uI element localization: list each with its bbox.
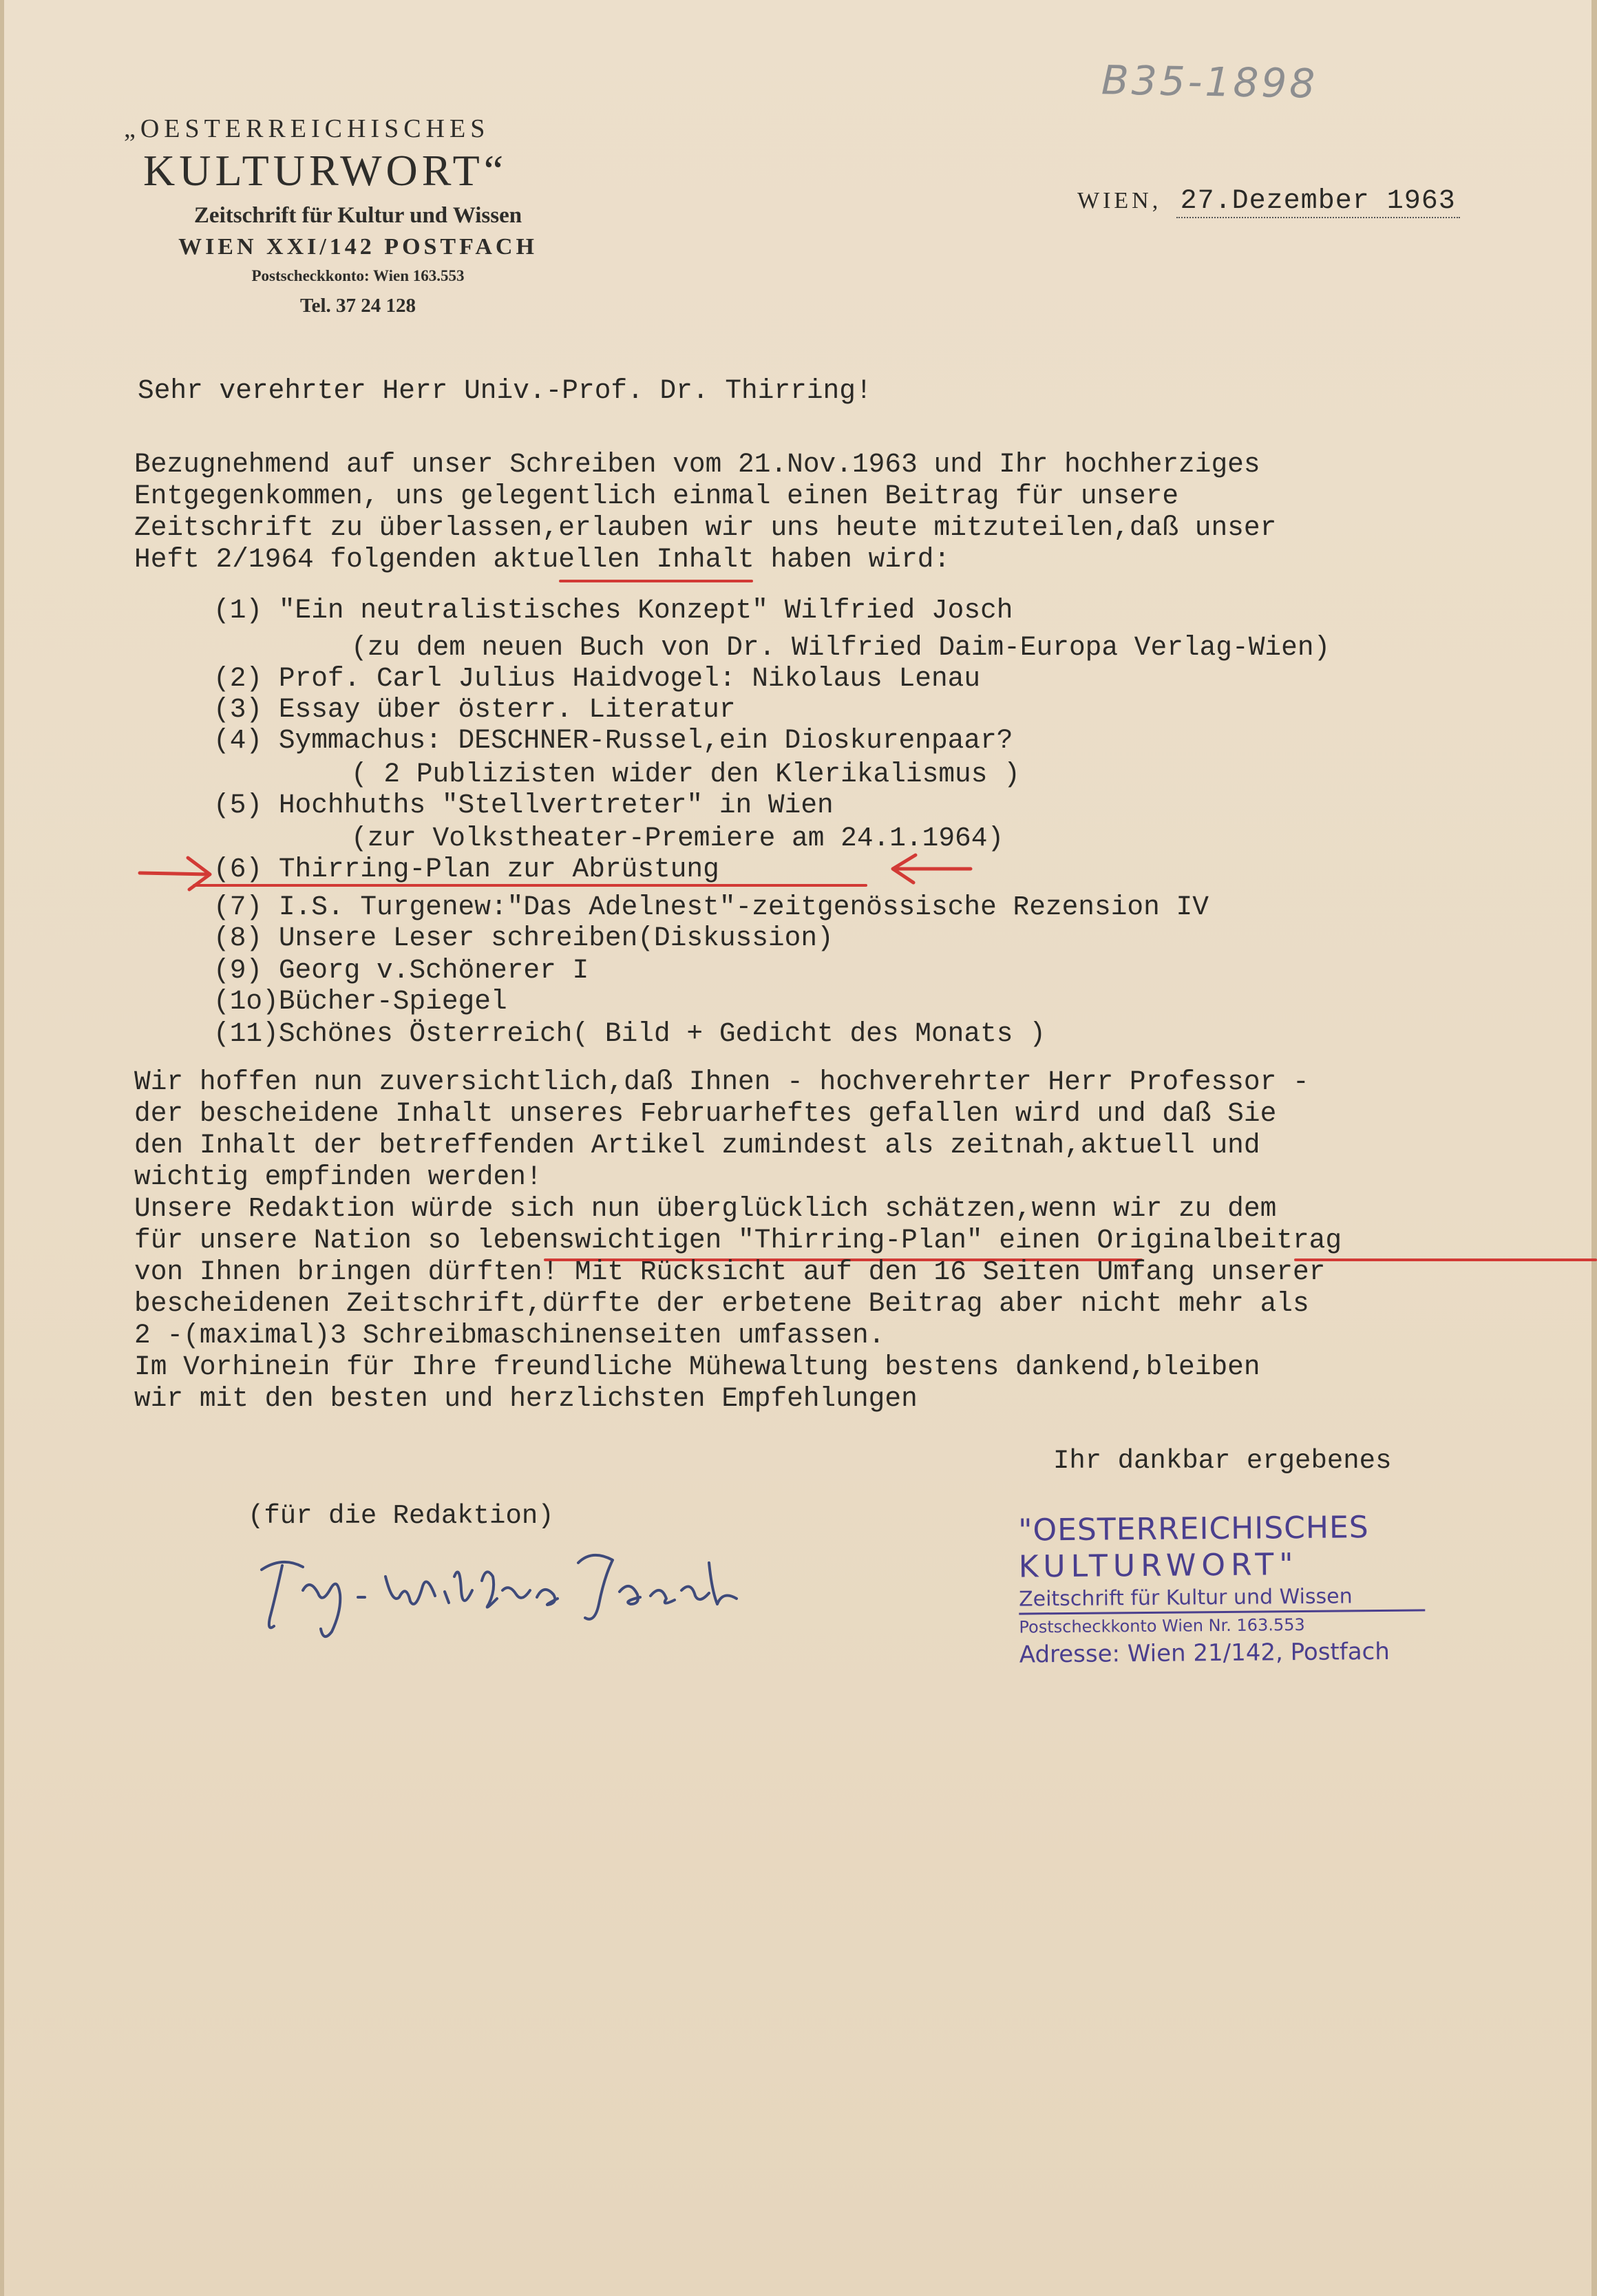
contents-item: (1) "Ein neutralistisches Konzept" Wilfried Josch <box>213 595 1013 626</box>
intro-line: Heft 2/1964 folgenden aktuellen Inhalt haben wird: <box>134 544 951 575</box>
body-line: wichtig empfinden werden! <box>134 1161 542 1192</box>
letterhead <box>124 114 592 317</box>
date-line <box>1077 186 1460 217</box>
contents-item: (5) Hochhuths "Stellvertreter" in Wien <box>213 790 834 821</box>
red-arrow-right-icon <box>134 848 220 896</box>
red-underline-item6 <box>193 884 867 887</box>
contents-item: (11)Schönes Österreich( Bild + Gedicht des Monats ) <box>213 1018 1046 1049</box>
letterhead-line1: „OESTERREICHISCHES <box>124 114 490 143</box>
letterhead-address: WIEN XXI/142 POSTFACH <box>178 234 538 260</box>
contents-subitem: (zur Volkstheater-Premiere am 24.1.1964) <box>351 823 1004 854</box>
body-line: bescheidenen Zeitschrift,dürfte der erbetene Beitrag aber nicht mehr als <box>134 1288 1309 1319</box>
body-line: Im Vorhinein für Ihre freundliche Mühewaltung bestens dankend,bleiben <box>134 1351 1260 1382</box>
contents-item-highlighted: (6) Thirring-Plan zur Abrüstung <box>213 854 719 885</box>
contents-subitem: (zu dem neuen Buch von Dr. Wilfried Daim-Europa Verlag-Wien) <box>351 632 1331 663</box>
letterhead-subtitle: Zeitschrift für Kultur und Wissen <box>193 203 522 228</box>
handwritten-signature <box>255 1535 750 1645</box>
contents-item: (1o)Bücher-Spiegel <box>213 986 507 1017</box>
stamp-line1: "OESTERREICHISCHES <box>1018 1510 1369 1548</box>
red-arrow-left-icon <box>885 848 977 889</box>
stamp-address: Adresse: Wien 21/142, Postfach <box>1019 1637 1390 1669</box>
intro-line: Entgegenkommen, uns gelegentlich einmal einen Beitrag für unsere <box>134 481 1179 512</box>
date-value: 27.Dezember 1963 <box>1176 186 1460 218</box>
contents-item: (4) Symmachus: DESCHNER-Russel,ein Dioskurenpaar? <box>213 725 1013 756</box>
publisher-stamp <box>1018 1509 1426 1668</box>
body-line: Wir hoffen nun zuversichtlich,daß Ihnen - hochverehrter Herr Professor - <box>134 1066 1309 1097</box>
body-line: der bescheidene Inhalt unseres Februarheftes gefallen wird und daß Sie <box>134 1098 1277 1129</box>
stamp-account: Postscheckkonto Wien Nr. 163.553 <box>1019 1614 1305 1637</box>
red-underline-aktuellen <box>559 580 753 582</box>
red-underline-originalbeitrag <box>1294 1258 1597 1261</box>
archive-mark: B35-1898 <box>1101 56 1318 107</box>
closing-phrase: Ihr dankbar ergebenes <box>1053 1446 1392 1476</box>
body-line: für unsere Nation so lebenswichtigen "Thirring-Plan" einen Originalbeitrag <box>134 1225 1342 1256</box>
contents-item: (9) Georg v.Schönerer I <box>213 955 589 986</box>
paper-edge-left <box>0 0 4 2296</box>
contents-item: (2) Prof. Carl Julius Haidvogel: Nikolaus Lenau <box>213 663 981 694</box>
letterhead-title: KULTURWORT“ <box>143 146 508 195</box>
contents-item: (8) Unsere Leser schreiben(Diskussion) <box>213 923 834 954</box>
body-line: wir mit den besten und herzlichsten Empfehlungen <box>134 1383 918 1414</box>
intro-line: Bezugnehmend auf unser Schreiben vom 21.Nov.1963 und Ihr hochherziges <box>134 449 1260 480</box>
contents-subitem: ( 2 Publizisten wider den Klerikalismus ) <box>351 759 1020 790</box>
paper-edge-right <box>1591 0 1597 2296</box>
for-editorial-note: (für die Redaktion) <box>248 1501 554 1531</box>
stamp-title: KULTURWORT" <box>1018 1547 1299 1585</box>
body-line: 2 -(maximal)3 Schreibmaschinenseiten umfassen. <box>134 1320 885 1351</box>
contents-item: (7) I.S. Turgenew:"Das Adelnest"-zeitgenössische Rezension IV <box>213 892 1209 923</box>
intro-line: Zeitschrift zu überlassen,erlauben wir uns heute mitzuteilen,daß unser <box>134 512 1277 543</box>
salutation: Sehr verehrter Herr Univ.-Prof. Dr. Thirring! <box>138 375 872 406</box>
body-line: Unsere Redaktion würde sich nun überglücklich schätzen,wenn wir zu dem <box>134 1193 1277 1224</box>
contents-item: (3) Essay über österr. Literatur <box>213 694 736 725</box>
date-city: WIEN, <box>1077 188 1162 213</box>
letterhead-phone: Tel. 37 24 128 <box>299 295 416 317</box>
stamp-subtitle: Zeitschrift für Kultur und Wissen <box>1018 1584 1353 1612</box>
letterhead-account: Postscheckkonto: Wien 163.553 <box>251 267 465 284</box>
body-line: den Inhalt der betreffenden Artikel zumindest als zeitnah,aktuell und <box>134 1130 1260 1161</box>
body-line: von Ihnen bringen dürften! Mit Rücksicht auf den 16 Seiten Umfang unserer <box>134 1256 1326 1287</box>
